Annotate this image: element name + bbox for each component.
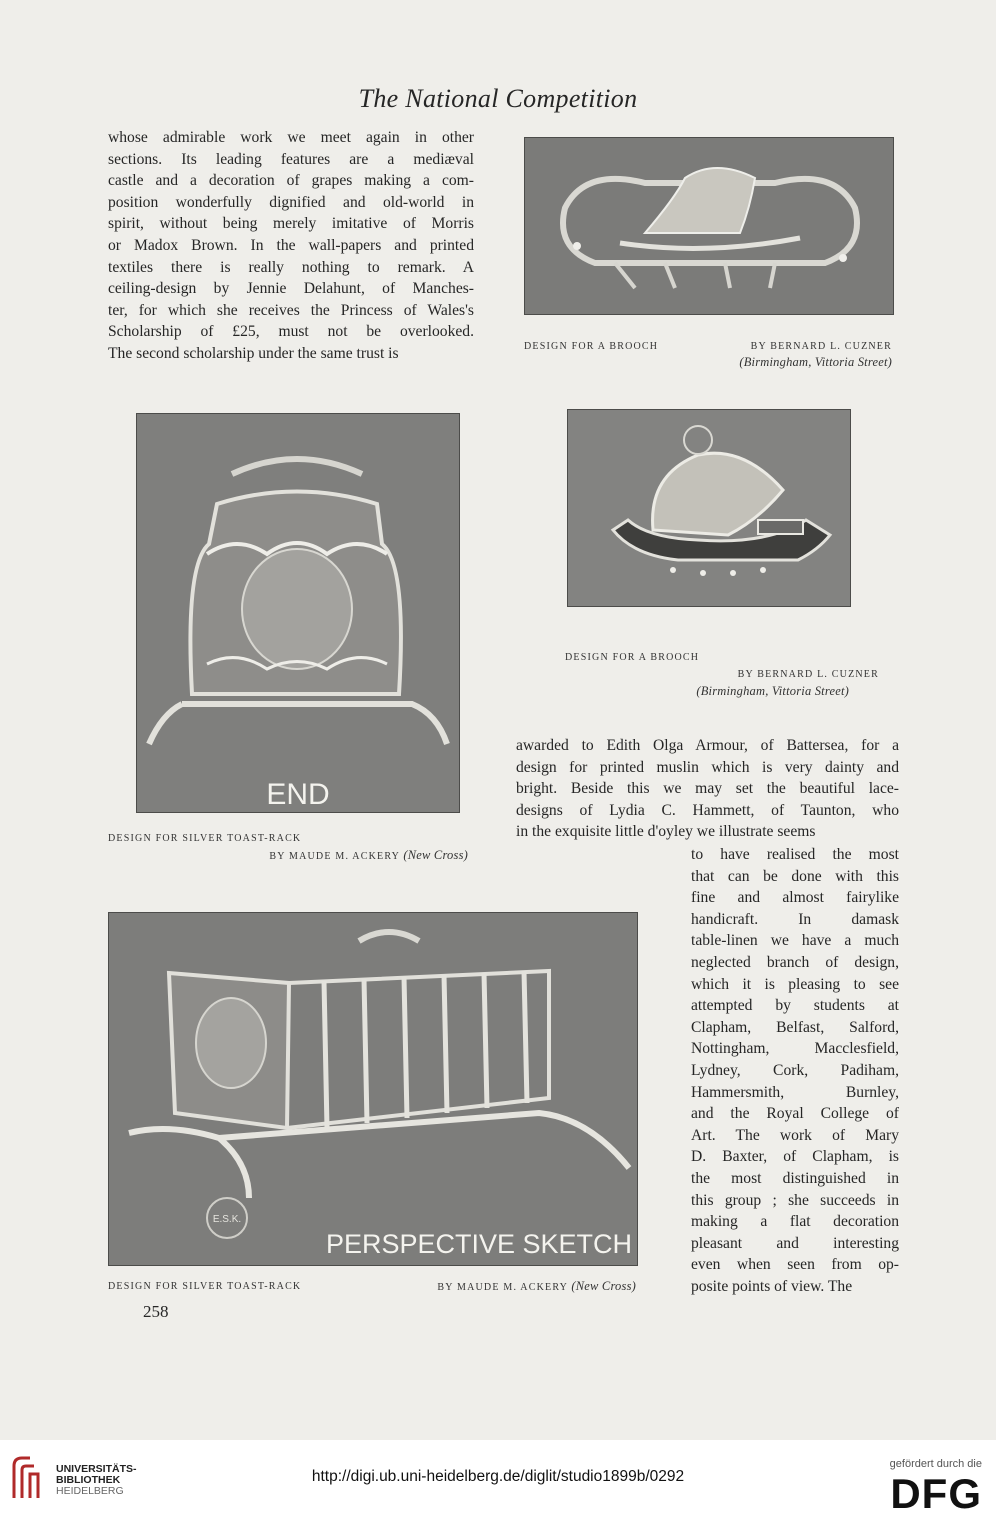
text-line: posite points of view. The xyxy=(691,1277,853,1295)
brooch-plate-mid xyxy=(567,409,851,607)
text-line: even when seen from op- xyxy=(691,1256,899,1274)
brooch-top-illustration xyxy=(525,138,893,314)
toast-rack-end-label: END xyxy=(266,778,330,811)
text-line: that can be done with this xyxy=(691,867,899,885)
toast-rack-end-illustration xyxy=(137,414,459,812)
text-line: bright. Beside this we may set the beautiful lace- xyxy=(516,780,899,798)
right-column-text-narrow xyxy=(691,844,899,1297)
toast-rack-end-caption-author: BY MAUDE M. ACKERY xyxy=(269,851,400,862)
text-line: fine and almost fairylike xyxy=(691,889,899,907)
text-line: Nottingham, Macclesfield, xyxy=(691,1040,899,1058)
brooch-mid-caption-title: DESIGN FOR A BROOCH xyxy=(565,652,700,663)
text-line: sections. Its leading features are a mediæval xyxy=(108,150,474,168)
text-line: to have realised the most xyxy=(691,846,899,863)
toast-rack-end-caption-location: (New Cross) xyxy=(403,848,468,862)
sponsor-text: gefördert durch die xyxy=(889,1458,982,1470)
brooch-plate-top xyxy=(524,137,894,315)
brooch-top-caption xyxy=(524,338,892,372)
text-line: table-linen we have a much xyxy=(691,932,899,950)
brooch-mid-caption-author: BY BERNARD L. CUZNER xyxy=(737,669,879,680)
text-line: attempted by students at xyxy=(691,997,899,1015)
text-line: textiles there is really nothing to remark. A xyxy=(108,258,474,276)
text-line: D. Baxter, of Clapham, is xyxy=(691,1148,899,1166)
toast-rack-perspective-caption-location: (New Cross) xyxy=(571,1279,636,1293)
running-head: The National Competition xyxy=(358,84,638,113)
text-line: this group ; she succeeds in xyxy=(691,1191,899,1209)
text-line: whose admirable work we meet again in other xyxy=(108,129,474,146)
text-line: The second scholarship under the same trust is xyxy=(108,344,399,362)
toast-rack-perspective-label: PERSPECTIVE SKETCH xyxy=(325,1229,633,1259)
text-line: castle and a decoration of grapes making a com- xyxy=(108,172,474,190)
toast-rack-monogram: E.S.K. xyxy=(212,1214,242,1225)
text-line: neglected branch of design, xyxy=(691,953,899,971)
library-name-line-2: BIBLIOTHEK xyxy=(56,1474,121,1486)
text-line: and the Royal College of xyxy=(691,1105,899,1123)
text-line: awarded to Edith Olga Armour, of Battersea, for a xyxy=(516,737,899,754)
toast-rack-end-caption-title: DESIGN FOR SILVER TOAST-RACK xyxy=(108,833,302,844)
brooch-mid-caption xyxy=(565,649,879,701)
text-line: which it is pleasing to see xyxy=(691,975,899,993)
toast-rack-perspective-caption-author: BY MAUDE M. ACKERY xyxy=(437,1282,568,1293)
toast-rack-perspective-plate xyxy=(108,912,638,1266)
toast-rack-end-plate xyxy=(136,413,460,813)
text-line: making a flat decoration xyxy=(691,1213,899,1231)
text-line: Clapham, Belfast, Salford, xyxy=(691,1018,899,1036)
toast-rack-perspective-illustration xyxy=(109,913,637,1265)
brooch-top-caption-location: (Birmingham, Vittoria Street) xyxy=(739,355,892,369)
brooch-top-caption-title: DESIGN FOR A BROOCH xyxy=(524,341,659,352)
text-line: Scholarship of £25, must not be overlooked. xyxy=(108,323,474,341)
toast-rack-perspective-caption-title: DESIGN FOR SILVER TOAST-RACK xyxy=(108,1281,302,1292)
toast-rack-perspective-caption xyxy=(108,1278,636,1296)
page-number: 258 xyxy=(143,1302,169,1321)
text-line: the most distinguished in xyxy=(691,1169,899,1187)
source-url-link[interactable]: http://digi.ub.uni-heidelberg.de/diglit/studio1899b/0292 xyxy=(311,1468,685,1485)
dfg-logo: DFG xyxy=(890,1470,982,1517)
text-line: spirit, without being merely imitative of Morris xyxy=(108,215,474,233)
text-line: design for printed muslin which is very dainty and xyxy=(516,758,899,776)
toast-rack-end-caption xyxy=(108,830,468,865)
brooch-top-caption-author: BY BERNARD L. CUZNER xyxy=(750,341,892,352)
brooch-mid-caption-location: (Birmingham, Vittoria Street) xyxy=(696,684,849,698)
text-line: Lydney, Cork, Padiham, xyxy=(691,1061,899,1079)
text-line: ceiling-design by Jennie Delahunt, of Manches- xyxy=(108,280,474,298)
text-line: position wonderfully dignified and old-world in xyxy=(108,193,474,211)
brooch-mid-illustration xyxy=(568,410,850,606)
right-column-text-wide xyxy=(516,735,899,843)
text-line: designs of Lydia C. Hammett, of Taunton, who xyxy=(516,801,899,819)
left-column-text xyxy=(108,127,474,365)
library-name-line-3: HEIDELBERG xyxy=(56,1485,124,1497)
text-line: or Madox Brown. In the wall-papers and printed xyxy=(108,236,474,254)
digitization-footer xyxy=(0,1440,996,1519)
text-line: Art. The work of Mary xyxy=(691,1126,899,1144)
text-line: ter, for which she receives the Princess of Wales's xyxy=(108,301,474,319)
text-line: in the exquisite little d'oyley we illustrate seems xyxy=(516,823,816,841)
text-line: Hammersmith, Burnley, xyxy=(691,1083,899,1101)
text-line: handicraft. In damask xyxy=(691,910,899,928)
library-name-line-1: UNIVERSITÄTS- xyxy=(56,1463,137,1475)
text-line: pleasant and interesting xyxy=(691,1234,899,1252)
